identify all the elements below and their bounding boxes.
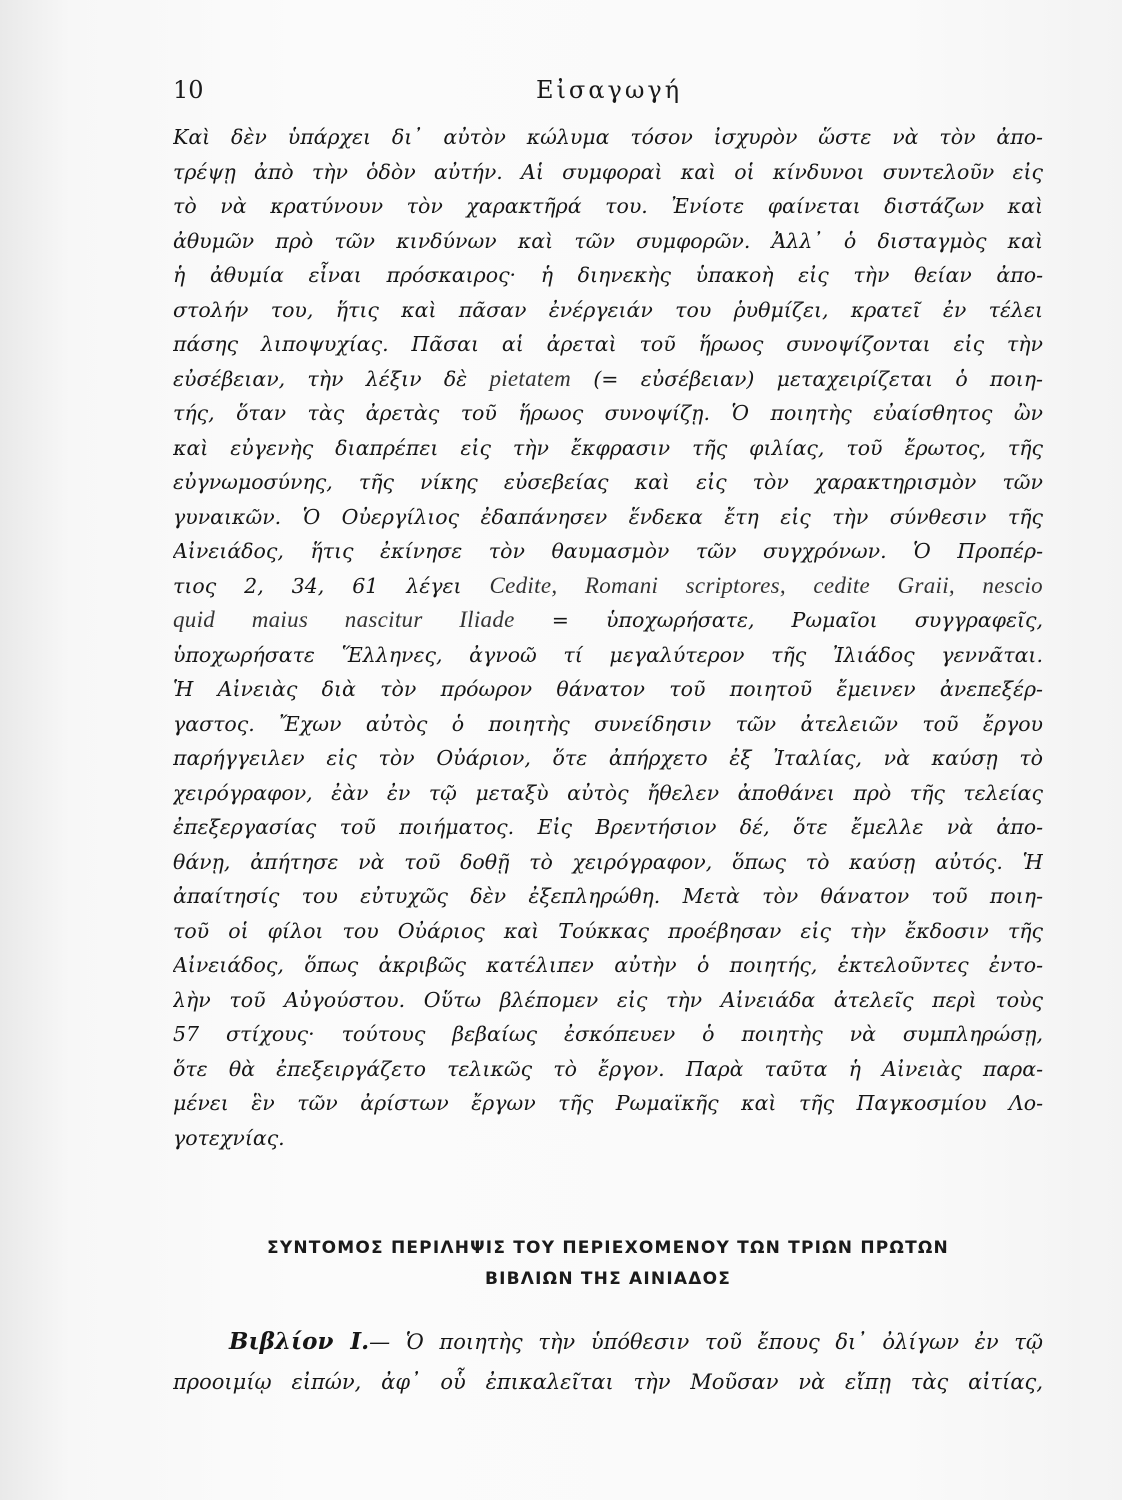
text-line-mixed — [173, 362, 1043, 397]
text-line: ἀπαίτησίς του εὐτυχῶς δὲν ἐξεπληρώθη. Μετὰ τὸν θάνατον τοῦ ποιη- — [173, 884, 1043, 908]
text-line-mixed — [173, 569, 1043, 604]
text-line: 57 στίχους· τούτους βεβαίως ἐσκόπευεν ὁ ποιητὴς νὰ συμπληρώσῃ, — [173, 1022, 1043, 1046]
text-line: πάσης λιποψυχίας. Πᾶσαι αἱ ἀρεταὶ τοῦ ἥρωος συνοψίζονται εἰς τὴν — [173, 332, 1043, 356]
text-line: τής, ὅταν τὰς ἀρετὰς τοῦ ἥρωος συνοψίζῃ. Ὁ ποιητὴς εὐαίσθητος ὢν — [173, 401, 1043, 425]
text-line: χειρόγραφον, ἐὰν ἐν τῷ μεταξὺ αὐτὸς ἤθελεν ἀποθάνει πρὸ τῆς τελείας — [173, 780, 1043, 805]
text-line: Αἰνειάδος, ἥτις ἐκίνησε τὸν θαυμασμὸν τῶν συγχρόνων. Ὁ Προπέρ- — [173, 539, 1043, 563]
text-line: ὑποχωρήσατε Ἕλληνες, ἀγνοῶ τί μεγαλύτερον τῆς Ἰλιάδος γεννᾶται. — [173, 642, 1043, 667]
section-heading-line: ΒΙΒΛΙΩΝ ΤΗΣ ΑΙΝΙΑΔΟΣ — [484, 1269, 732, 1289]
text-line: καὶ εὐγενὴς διαπρέπει εἰς τὴν ἔκφρασιν τῆς φιλίας, τοῦ ἔρωτος, τῆς — [173, 435, 1043, 460]
text-line: τοῦ οἱ φίλοι του Οὐάριος καὶ Τούκκας προέβησαν εἰς τὴν ἔκδοσιν τῆς — [173, 918, 1043, 943]
introduction-paragraph — [173, 120, 1043, 1155]
text-line: τρέψῃ ἀπὸ τὴν ὁδὸν αὐτήν. Αἱ συμφοραὶ καὶ οἱ κίνδυνοι συντελοῦν εἰς — [173, 159, 1043, 184]
text-line: γαστος. Ἔχων αὐτὸς ὁ ποιητὴς συνείδησιν τῶν ἀτελειῶν τοῦ ἔργου — [173, 711, 1043, 736]
text-line: Καὶ δὲν ὑπάρχει δι᾽ αὐτὸν κώλυμα τόσον ἰσχυρὸν ὥστε νὰ τὸν ἀπο- — [173, 125, 1043, 149]
page-number: 10 — [173, 76, 204, 104]
text-line: προοιμίῳ εἰπών, ἀφ᾽ οὗ ἐπικαλεῖται τὴν Μοῦσαν νὰ εἴπῃ τὰς αἰτίας, — [173, 1370, 1043, 1394]
latin-quote: Cedite, Romani scriptores, cedite Graii, nescio — [489, 572, 1043, 598]
text-line: Ἡ Αἰνειὰς διὰ τὸν πρόωρον θάνατον τοῦ ποιητοῦ ἔμεινεν ἀνεπεξέρ- — [173, 677, 1043, 701]
text-line-last: γοτεχνίας. — [173, 1125, 285, 1150]
text-line: Αἰνειάδος, ὅπως ἀκριβῶς κατέλιπεν αὐτὴν ὁ ποιητής, ἐκτελοῦντες ἐντο- — [173, 953, 1043, 977]
text-line: γυναικῶν. Ὁ Οὐεργίλιος ἐδαπάνησεν ἕνδεκα ἔτη εἰς τὴν σύνθεσιν τῆς — [173, 504, 1043, 529]
text-line: τὸ νὰ κρατύνουν τὸν χαρακτῆρά του. Ἐνίοτε φαίνεται διστάζων καὶ — [173, 194, 1043, 218]
text-line: λὴν τοῦ Αὐγούστου. Οὕτω βλέπομεν εἰς τὴν Αἰνειάδα ἀτελεῖς περὶ τοὺς — [173, 987, 1043, 1012]
section-heading — [173, 1233, 1043, 1295]
running-title: Εἰσαγωγή — [536, 76, 683, 104]
text-line: μένει ἓν τῶν ἀρίστων ἔργων τῆς Ρωμαϊκῆς καὶ τῆς Παγκοσμίου Λο- — [173, 1091, 1043, 1115]
text-line: ὅτε θὰ ἐπεξειργάζετο τελικῶς τὸ ἔργον. Παρὰ ταῦτα ἡ Αἰνειὰς παρα- — [173, 1056, 1043, 1081]
text-line: ἀθυμῶν πρὸ τῶν κινδύνων καὶ τῶν συμφορῶν. Ἀλλ᾽ ὁ δισταγμὸς καὶ — [173, 228, 1043, 253]
greek-fragment: — Ὁ ποιητὴς τὴν ὑπόθεσιν τοῦ ἔπους δι᾽ ὀλίγων ἐν τῷ — [369, 1330, 1043, 1354]
greek-fragment: τιος 2, 34, 61 λέγει — [173, 573, 462, 598]
book-label: Βιβλίον Ι. — [229, 1328, 370, 1355]
greek-fragment: (= εὐσέβειαν) μεταχειρίζεται ὁ ποιη- — [593, 366, 1043, 391]
text-line: εὐγνωμοσύνης, τῆς νίκης εὐσεβείας καὶ εἰς τὸν χαρακτηρισμὸν τῶν — [173, 470, 1043, 494]
text-line-mixed — [173, 1322, 1043, 1362]
book-one-summary — [173, 1322, 1043, 1402]
text-line: ἡ ἀθυμία εἶναι πρόσκαιρος· ἡ διηνεκὴς ὑπακοὴ εἰς τὴν θείαν ἀπο- — [173, 263, 1043, 287]
greek-fragment: εὐσέβειαν, τὴν λέξιν δὲ — [173, 366, 468, 391]
page-header — [173, 76, 1043, 116]
text-line: στολήν του, ἥτις καὶ πᾶσαν ἐνέργειάν του ῥυθμίζει, κρατεῖ ἐν τέλει — [173, 297, 1043, 322]
latin-term: pietatem — [489, 365, 572, 391]
text-line: θάνῃ, ἀπήτησε νὰ τοῦ δοθῇ τὸ χειρόγραφον, ὅπως τὸ καύσῃ αὐτός. Ἡ — [173, 849, 1043, 874]
section-heading-line: ΣΥΝΤΟΜΟΣ ΠΕΡΙΛΗΨΙΣ ΤΟΥ ΠΕΡΙΕΧΟΜΕΝΟΥ ΤΩΝ ΤΡΙΩΝ ΠΡΩΤΩΝ — [267, 1238, 949, 1258]
greek-fragment: = ὑποχωρήσατε, Ρωμαῖοι συγγραφεῖς, — [551, 608, 1043, 632]
text-line: ἐπεξεργασίας τοῦ ποιήματος. Εἰς Βρεντήσιον δέ, ὅτε ἔμελλε νὰ ἀπο- — [173, 815, 1043, 839]
text-line: παρήγγειλεν εἰς τὸν Οὐάριον, ὅτε ἀπήρχετο ἐξ Ἰταλίας, νὰ καύσῃ τὸ — [173, 746, 1043, 770]
latin-quote: quid maius nascitur Iliade — [173, 607, 515, 632]
text-line-mixed — [173, 603, 1043, 638]
